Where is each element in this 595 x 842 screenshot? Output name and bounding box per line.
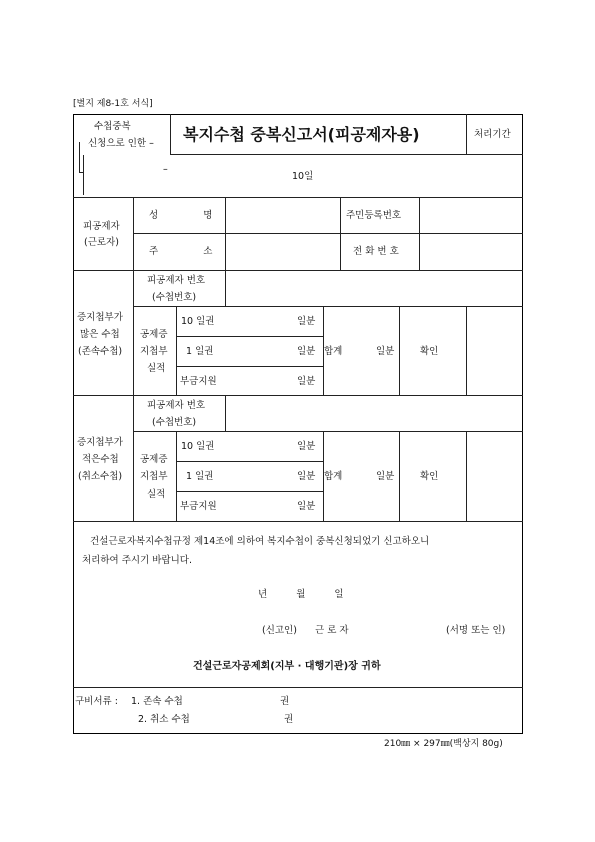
cancel-record-label-3: 실적 (147, 489, 166, 500)
retain-total-unit: 일분 (376, 346, 395, 357)
retain-record-label-3: 실적 (147, 363, 166, 374)
declaration-line2: 처리하여 주시기 바랍니다. (82, 555, 193, 566)
worker-section-label: 피공제자 (83, 221, 120, 232)
cancel-row-1day-label: 1 일권 (186, 471, 214, 482)
retain-row-10day-unit: 일분 (297, 316, 316, 327)
cancel-row-subsidy-unit: 일분 (297, 501, 316, 512)
reporter-prefix: (신고인) (262, 625, 297, 636)
cancel-record-label: 공제증 (140, 454, 168, 465)
header-dash: – (163, 164, 168, 175)
cancel-total-label: 합계 (324, 471, 343, 482)
retain-row-10day-label: 10 일권 (181, 316, 215, 327)
cancel-row-1day-unit: 일분 (297, 471, 316, 482)
processing-period-label: 처리기간 (474, 129, 511, 140)
form-label: [별지 제8-1호 서식] (73, 99, 153, 109)
retain-total-label: 합계 (324, 346, 343, 357)
worker-section-sublabel: (근로자) (84, 237, 119, 248)
header-note-line2: 신청으로 인한 – (88, 138, 154, 149)
cancel-confirm-label: 확인 (420, 471, 439, 482)
cancel-section-label-2: 적은수첩 (82, 454, 119, 465)
processing-period-value: 10일 (292, 171, 314, 182)
attachment-item2: 2. 취소 수첩 (138, 714, 190, 725)
address-label: 주 소 (149, 246, 213, 257)
retain-record-label-2: 지첩부 (140, 346, 168, 357)
cancel-record-label-2: 지첩부 (140, 471, 168, 482)
attachment-item1: 1. 존속 수첩 (131, 696, 183, 707)
name-label: 성 명 (149, 210, 213, 221)
cancel-row-10day-label: 10 일권 (181, 441, 215, 452)
retain-member-no-label: 피공제자 번호 (147, 275, 206, 286)
cancel-total-unit: 일분 (376, 471, 395, 482)
cancel-member-no-sublabel: (수첩번호) (152, 417, 197, 428)
retain-row-subsidy-unit: 일분 (297, 376, 316, 387)
paper-spec: 210㎜ × 297㎜(백상지 80g) (384, 739, 503, 749)
resident-number-label: 주민등록번호 (346, 210, 402, 221)
header-note-line1: 수첩중복 (94, 121, 131, 132)
retain-confirm-label: 확인 (420, 346, 439, 357)
signature-label: (서명 또는 인) (446, 625, 506, 636)
retain-row-1day-label: 1 일권 (186, 346, 214, 357)
cancel-section-label-3: (취소수첩) (78, 471, 123, 482)
retain-section-label: 증지첩부가 (77, 312, 123, 323)
retain-member-no-sublabel: (수첩번호) (152, 292, 197, 303)
cancel-member-no-label: 피공제자 번호 (147, 400, 206, 411)
attachments-label: 구비서류 : (75, 696, 118, 707)
retain-row-1day-unit: 일분 (297, 346, 316, 357)
document-title: 복지수첩 중복신고서(피공제자용) (183, 125, 420, 144)
declaration-line1: 건설근로자복지수첩규정 제14조에 의하여 복지수첩이 중복신청되었기 신고하오니 (90, 536, 430, 547)
date-line: 년 월 일 (258, 589, 344, 600)
cancel-row-subsidy-label: 부금지원 (180, 501, 217, 512)
retain-record-label: 공제증 (140, 329, 168, 340)
retain-section-label-2: 많은 수첩 (80, 329, 120, 340)
cancel-row-10day-unit: 일분 (297, 441, 316, 452)
recipient-line: 건설근로자공제회(지부 · 대행기관)장 귀하 (193, 661, 381, 672)
phone-label: 전 화 번 호 (353, 246, 399, 257)
attachment-item2-unit: 권 (284, 714, 294, 725)
cancel-section-label: 증지첩부가 (77, 437, 123, 448)
attachment-item1-unit: 권 (280, 696, 290, 707)
reporter-role: 근 로 자 (315, 625, 349, 636)
retain-row-subsidy-label: 부금지원 (180, 376, 217, 387)
retain-section-label-3: (존속수첩) (78, 346, 123, 357)
